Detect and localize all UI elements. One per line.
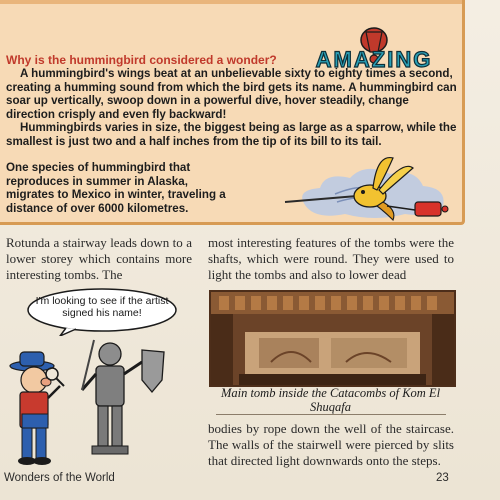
book-title: Wonders of the World: [4, 472, 115, 484]
article-right-column-bottom: bodies by rope down the well of the staircase. The walls of the stairwell were pierced by slits that directed light downwards onto the steps.: [208, 421, 454, 468]
question-heading: Why is the hummingbird considered a wonder?: [6, 53, 277, 67]
speech-bubble-text: I'm looking to see if the artist signed his name!: [35, 295, 169, 319]
paragraph-size: Hummingbirds varies in size, the biggest being as large as a sparrow, while the smallest is just two and a half inches from the tip of its bill to its tail.: [6, 121, 457, 148]
suit-of-armor-icon: [82, 340, 164, 454]
article-left-column: Rotunda a stairway leads down to a lower storey which contains more interesting tombs. The: [6, 235, 192, 282]
page-number: 23: [436, 472, 449, 484]
paragraph-wings: A hummingbird's wings beat at an unbelievable sixty to eighty times a second, creating a humming sound from which the bird gets its name. A hummingbird can soar up vertically, swoop down in a powerful dive, hover steadily, change direction crisply and even fly backward!: [6, 67, 457, 121]
tourist-icon: [10, 352, 64, 465]
hummingbird-illustration: [265, 150, 465, 222]
caption-divider: [216, 414, 446, 415]
article-right-column-top: most interesting features of the tombs were the shafts, which were round. They were used to light the tombs and also to lower dead: [208, 235, 454, 282]
amazing-logo-text: AMAZING: [315, 47, 433, 72]
tourist-and-armor-cartoon: [2, 330, 202, 470]
paragraph-migration: One species of hummingbird that reproduces in summer in Alaska, migrates to Mexico in winter, traveling a distance of over 6000 kilometres.: [6, 161, 226, 215]
photo-caption: Main tomb inside the Catacombs of Kom El Shuqafa: [220, 386, 441, 414]
tomb-photo: [209, 290, 456, 387]
